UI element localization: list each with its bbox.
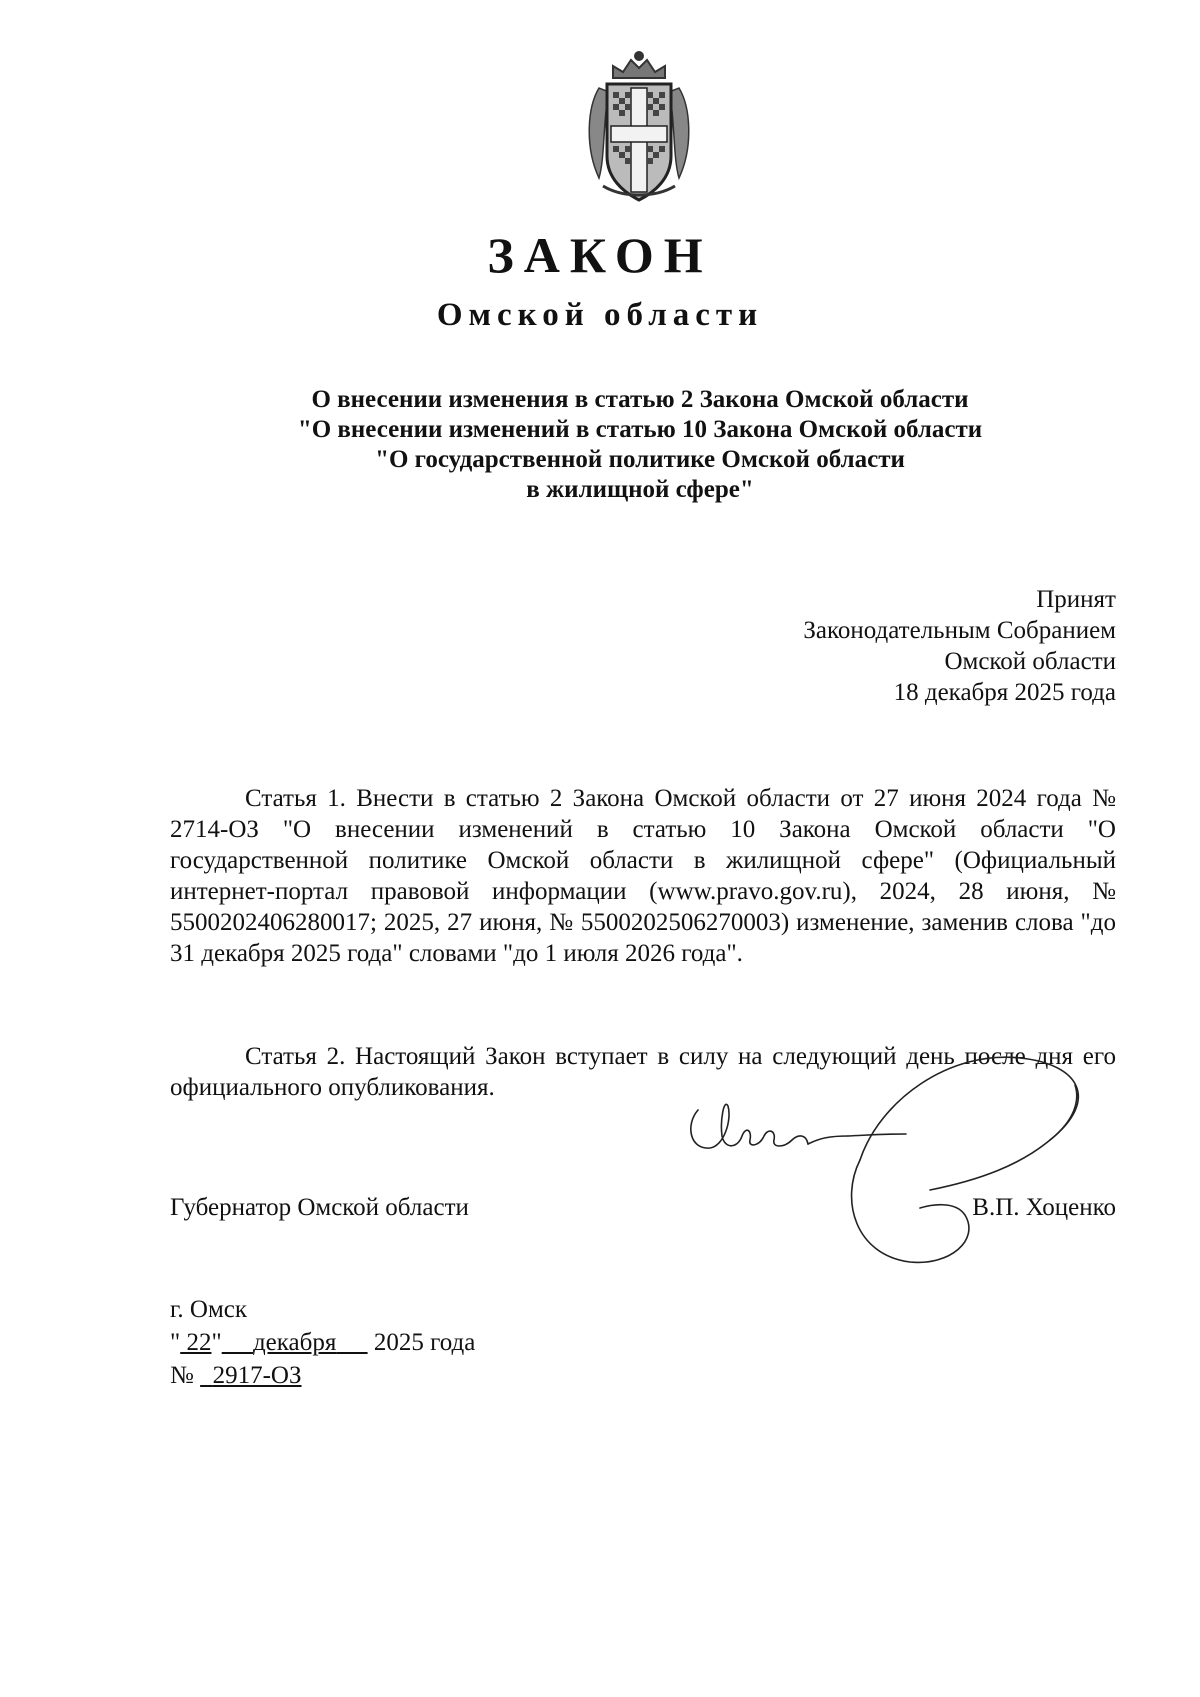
adoption-line: Принят	[1036, 586, 1116, 613]
quote-open: "	[170, 1329, 181, 1356]
heading-line: "О внесении изменений в статью 10 Закона Омской области	[297, 416, 983, 443]
article-1: Статья 1. Внести в статью 2 Закона Омской области от 27 июня 2024 года № 2714-ОЗ "О внесении изменений в статью 10 Закона Омской области "О государственной политике Омской области в жилищной сфере" (Официальный интернет-портал правовой информации (www.pravo.gov.ru), 2024, 28 июня, № 5500202406280017; 2025, 27 июня, № 5500202506270003) изменение, заменив слова "до 31 декабря 2025 года" словами "до 1 июля 2026 года".	[170, 785, 1116, 967]
date-day: 22	[186, 1329, 212, 1356]
heading-line: в жилищной сфере"	[526, 476, 754, 503]
adoption-block	[616, 584, 1116, 708]
signatory-name: В.П. Хоценко	[972, 1194, 1116, 1221]
number-value: 2917-ОЗ	[212, 1362, 302, 1389]
document-title: ЗАКОН	[487, 227, 713, 283]
coat-of-arms-icon	[579, 48, 699, 208]
signatory-position: Губернатор Омской области	[170, 1194, 469, 1221]
heading-line: "О государственной политике Омской области	[375, 446, 905, 473]
quote-close: "	[211, 1329, 222, 1356]
law-number	[170, 1360, 302, 1391]
adoption-line: Омской области	[944, 648, 1116, 675]
article-2: Статья 2. Настоящий Закон вступает в силу на следующий день после дня его официального опубликования.	[170, 1043, 1116, 1101]
adoption-line: Законодательным Собранием	[803, 617, 1116, 644]
signature-icon	[680, 1040, 1150, 1270]
date-year: 2025 года	[373, 1329, 476, 1356]
heading-line: О внесении изменения в статью 2 Закона Омской области	[311, 386, 969, 413]
document-subtitle: Омской области	[436, 297, 764, 333]
number-prefix: №	[170, 1362, 194, 1389]
city: г. Омск	[170, 1296, 248, 1323]
law-heading	[200, 385, 1080, 505]
adoption-date: 18 декабря 2025 года	[893, 679, 1116, 706]
date-month: декабря	[252, 1329, 337, 1356]
signing-date	[170, 1327, 475, 1358]
